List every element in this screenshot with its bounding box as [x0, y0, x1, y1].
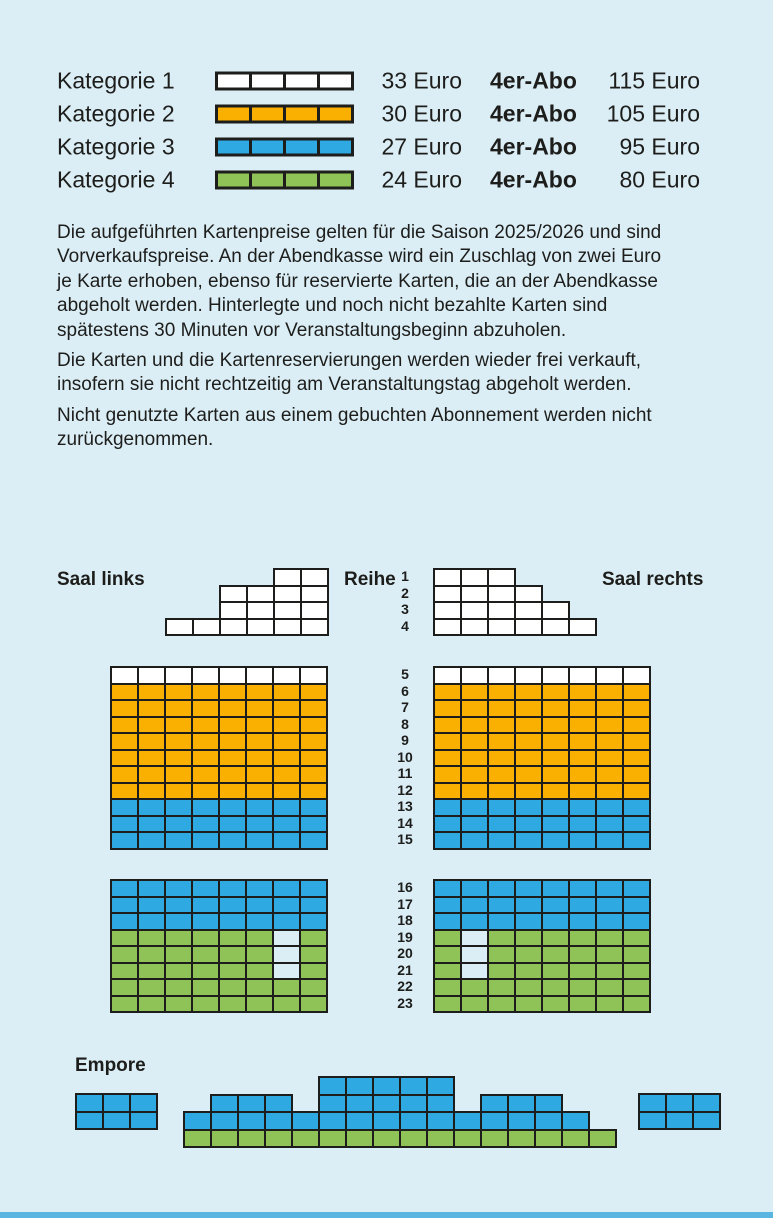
category-swatch [215, 170, 354, 189]
abo-price: 115 Euro [608, 67, 700, 93]
note-paragraph [57, 349, 737, 398]
seat [318, 1129, 347, 1149]
seat [514, 831, 543, 850]
seat [245, 995, 274, 1014]
legend-row-kategorie-4 [0, 163, 773, 196]
seat-row [165, 618, 327, 637]
seat [460, 995, 489, 1014]
row-number: 20 [397, 945, 413, 961]
swatch-cell [218, 140, 249, 153]
category-label: Kategorie 2 [57, 100, 175, 126]
swatch-cell [286, 140, 317, 153]
seat [299, 831, 328, 850]
row-numbers-main [388, 666, 422, 848]
seat [246, 618, 275, 637]
seat-block-rear-right [433, 879, 649, 1011]
row-number: 14 [397, 814, 413, 831]
seat [480, 1129, 509, 1149]
row-numbers-front [388, 568, 422, 634]
seat [345, 1129, 374, 1149]
seat [372, 1129, 401, 1149]
row-number: 4 [401, 617, 409, 634]
hall-right-label: Saal rechts [602, 569, 704, 590]
seat [665, 1111, 694, 1131]
seat-row [433, 995, 649, 1014]
row-number: 21 [397, 961, 413, 978]
seat [102, 1111, 131, 1131]
seat [692, 1111, 721, 1131]
category-swatch [215, 104, 354, 123]
seat [487, 831, 516, 850]
seat-row [433, 618, 595, 637]
row-number: 16 [397, 879, 413, 895]
seat [272, 831, 301, 850]
seat [300, 618, 329, 637]
seat [514, 995, 543, 1014]
seat [588, 1129, 617, 1149]
category-price: 27 Euro [381, 133, 462, 159]
hall-left-label: Saal links [57, 569, 145, 590]
row-number: 11 [397, 765, 413, 781]
row-column-label: Reihe [344, 569, 396, 590]
seat [487, 995, 516, 1014]
seat [245, 831, 274, 850]
row-number: 10 [397, 748, 413, 765]
seat [218, 831, 247, 850]
note-line: insofern sie nicht rechtzeitig am Veranstaltungstag abgeholt werden. [57, 374, 632, 396]
seat [433, 831, 462, 850]
swatch-cell [252, 74, 283, 87]
seat [507, 1129, 536, 1149]
category-price: 30 Euro [381, 100, 462, 126]
seat [218, 995, 247, 1014]
swatch-cell [286, 173, 317, 186]
seat [129, 1111, 158, 1131]
note-paragraph [57, 221, 737, 343]
category-swatch [215, 71, 354, 90]
swatch-cell [218, 173, 249, 186]
seat [137, 831, 166, 850]
row-number: 6 [401, 682, 409, 699]
seat [272, 995, 301, 1014]
abo-price: 105 Euro [606, 100, 700, 126]
seat [487, 618, 516, 637]
seat-block-rear-left [110, 879, 326, 1011]
seat [273, 618, 302, 637]
seat-row [110, 995, 326, 1014]
seat [219, 618, 248, 637]
seat [568, 831, 597, 850]
category-label: Kategorie 1 [57, 67, 175, 93]
note-line: Die aufgeführten Kartenpreise gelten für die Saison 2025/2026 und sind [57, 222, 662, 243]
seat [460, 618, 489, 637]
seat [183, 1129, 212, 1149]
seat [561, 1129, 590, 1149]
row-number: 8 [401, 715, 409, 732]
seat-row [638, 1111, 719, 1131]
seat [622, 831, 651, 850]
seat [110, 831, 139, 850]
seat [164, 995, 193, 1014]
row-number: 7 [401, 699, 409, 715]
row-number: 2 [401, 584, 409, 601]
category-swatch [215, 137, 354, 156]
abo-price: 95 Euro [619, 133, 700, 159]
price-legend [0, 64, 773, 196]
swatch-cell [286, 107, 317, 120]
ticket-notes [57, 221, 737, 459]
balcony-label: Empore [75, 1055, 146, 1076]
swatch-cell [218, 74, 249, 87]
seat-row [183, 1129, 615, 1149]
seat [460, 831, 489, 850]
seat-row [433, 831, 649, 850]
seat-block-empore-center [183, 1076, 615, 1146]
row-numbers-rear [388, 879, 422, 1011]
seat [595, 995, 624, 1014]
seat [433, 995, 462, 1014]
legend-row-kategorie-3 [0, 130, 773, 163]
seat [399, 1129, 428, 1149]
seat [164, 831, 193, 850]
note-line: abgeholt werden. Hinterlegte und noch nicht bezahlte Karten sind [57, 295, 608, 317]
abo-price: 80 Euro [619, 166, 700, 192]
seat [622, 995, 651, 1014]
category-label: Kategorie 4 [57, 166, 175, 192]
note-line: Vorverkaufspreise. An der Abendkasse wird ein Zuschlag von zwei Euro [57, 246, 662, 268]
seat [433, 618, 462, 637]
seat [192, 618, 221, 637]
seat [237, 1129, 266, 1149]
category-label: Kategorie 3 [57, 133, 175, 159]
seat [514, 618, 543, 637]
abo-label: 4er-Abo [490, 133, 577, 159]
seat [264, 1129, 293, 1149]
swatch-cell [320, 140, 351, 153]
seat [541, 618, 570, 637]
seat-row [110, 831, 326, 850]
legend-row-kategorie-1 [0, 64, 773, 97]
abo-label: 4er-Abo [490, 166, 577, 192]
footer-accent-bar [0, 1212, 773, 1218]
seat [541, 995, 570, 1014]
row-number: 5 [401, 666, 409, 682]
row-number: 19 [397, 928, 413, 945]
seat-block-empore-right [638, 1093, 719, 1128]
swatch-cell [320, 107, 351, 120]
note-line: zurückgenommen. [57, 429, 214, 451]
seat-row [75, 1111, 156, 1131]
seat-block-empore-left [75, 1093, 156, 1128]
seat [568, 618, 597, 637]
swatch-cell [320, 173, 351, 186]
row-number: 12 [397, 781, 413, 798]
row-number: 13 [397, 798, 413, 814]
seat [110, 995, 139, 1014]
seat [191, 831, 220, 850]
note-paragraph [57, 404, 737, 453]
seat [291, 1129, 320, 1149]
seat-block-front-left [165, 568, 327, 634]
seat [568, 995, 597, 1014]
swatch-cell [286, 74, 317, 87]
seat [299, 995, 328, 1014]
seat [137, 995, 166, 1014]
seat [541, 831, 570, 850]
note-line: Nicht genutzte Karten aus einem gebuchten Abonnement werden nicht [57, 404, 652, 426]
row-number: 22 [397, 978, 413, 994]
note-line: je Karte erhoben, ebenso für reservierte Karten, die an der Abendkasse [57, 270, 658, 292]
seat [210, 1129, 239, 1149]
category-price: 33 Euro [381, 67, 462, 93]
swatch-cell [252, 140, 283, 153]
seat [595, 831, 624, 850]
seat [191, 995, 220, 1014]
note-line: Die Karten und die Kartenreservierungen werden wieder frei verkauft, [57, 350, 642, 372]
row-number: 1 [401, 568, 409, 584]
abo-label: 4er-Abo [490, 100, 577, 126]
swatch-cell [320, 74, 351, 87]
abo-label: 4er-Abo [490, 67, 577, 93]
seat-block-main-left [110, 666, 326, 848]
swatch-cell [252, 173, 283, 186]
row-number: 15 [397, 831, 413, 847]
swatch-cell [218, 107, 249, 120]
row-number: 17 [397, 895, 413, 912]
seat [534, 1129, 563, 1149]
seat-block-front-right [433, 568, 595, 634]
row-number: 18 [397, 912, 413, 928]
seat [638, 1111, 667, 1131]
swatch-cell [252, 107, 283, 120]
row-number: 23 [397, 994, 413, 1011]
seat-block-main-right [433, 666, 649, 848]
category-price: 24 Euro [381, 166, 462, 192]
note-line: spätestens 30 Minuten vor Veranstaltungsbeginn abzuholen. [57, 319, 567, 341]
legend-row-kategorie-2 [0, 97, 773, 130]
seat [165, 618, 194, 637]
row-number: 9 [401, 732, 409, 748]
seat [453, 1129, 482, 1149]
row-number: 3 [401, 601, 409, 617]
seat [75, 1111, 104, 1131]
seat [426, 1129, 455, 1149]
